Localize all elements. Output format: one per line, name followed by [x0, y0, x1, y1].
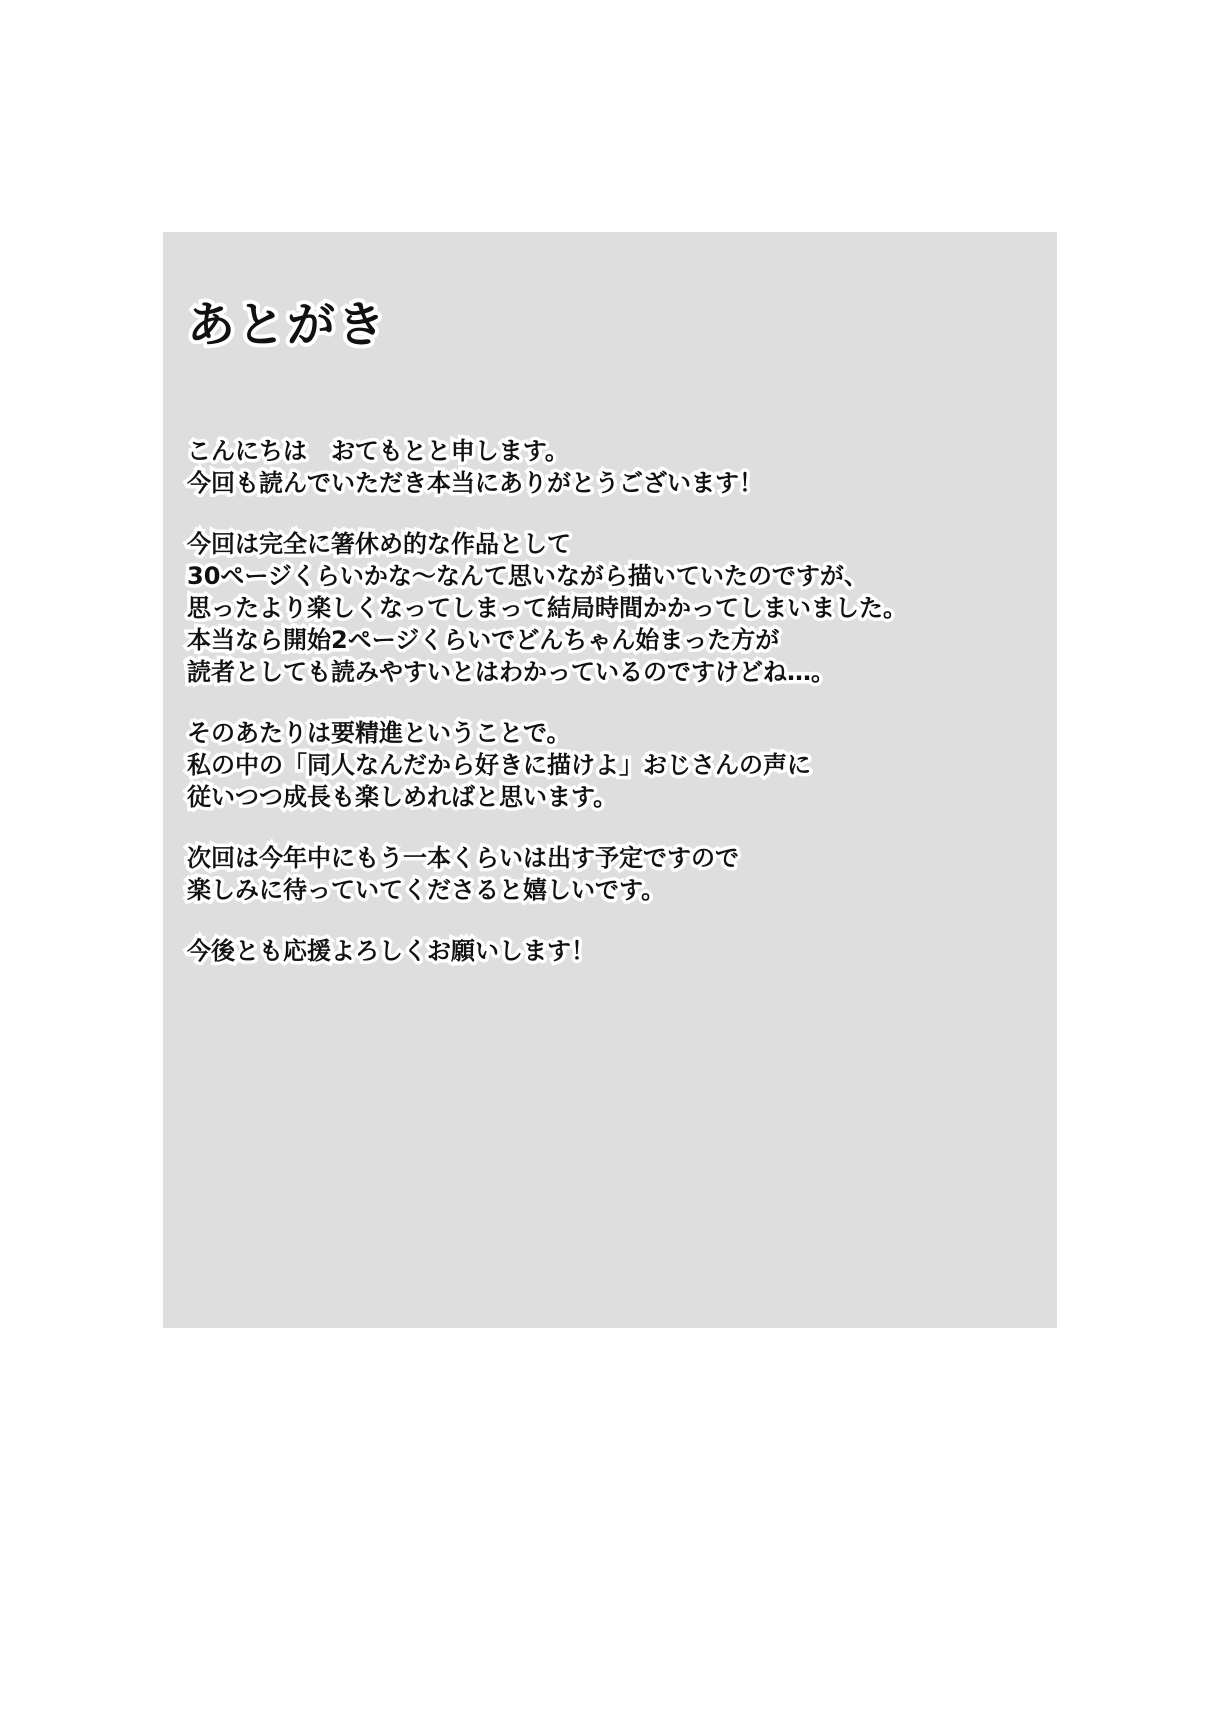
paragraph-greeting: [187, 435, 1047, 499]
text-line: 従いつつ成長も楽しめればと思います。: [187, 783, 618, 811]
paragraph-next-release: [187, 842, 1047, 906]
paragraph-about-work: [187, 528, 1047, 688]
text-line: 30ページくらいかな～なんて思いながら描いていたのですが、: [187, 562, 868, 590]
text-line: 本当なら開始2ページくらいでどんちゃん始まった方が: [187, 626, 780, 654]
text-line: 思ったより楽しくなってしまって結局時間かかってしまいました。: [187, 594, 907, 622]
afterword-panel: [163, 232, 1057, 1328]
text-line: 次回は今年中にもう一本くらいは出す予定ですので: [187, 844, 739, 872]
text-line: 読者としても読みやすいとはわかっているのですけどね…。: [187, 658, 835, 686]
afterword-body: [187, 435, 1047, 996]
text-line: 今回は完全に箸休め的な作品として: [187, 530, 571, 558]
paragraph-improvement: [187, 717, 1047, 813]
text-line: 私の中の「同人なんだから好きに描けよ」おじさんの声に: [187, 751, 811, 779]
text-line: 楽しみに待っていてくださると嬉しいです。: [187, 876, 666, 904]
text-line: 今後とも応援よろしくお願いします！: [187, 937, 595, 965]
afterword-title: あとがき: [187, 297, 388, 353]
text-line: そのあたりは要精進ということで。: [187, 719, 571, 747]
text-line: 今回も読んでいただき本当にありがとうございます！: [187, 469, 763, 497]
text-line: こんにちは おてもとと申します。: [187, 437, 569, 465]
paragraph-closing: [187, 935, 1047, 967]
